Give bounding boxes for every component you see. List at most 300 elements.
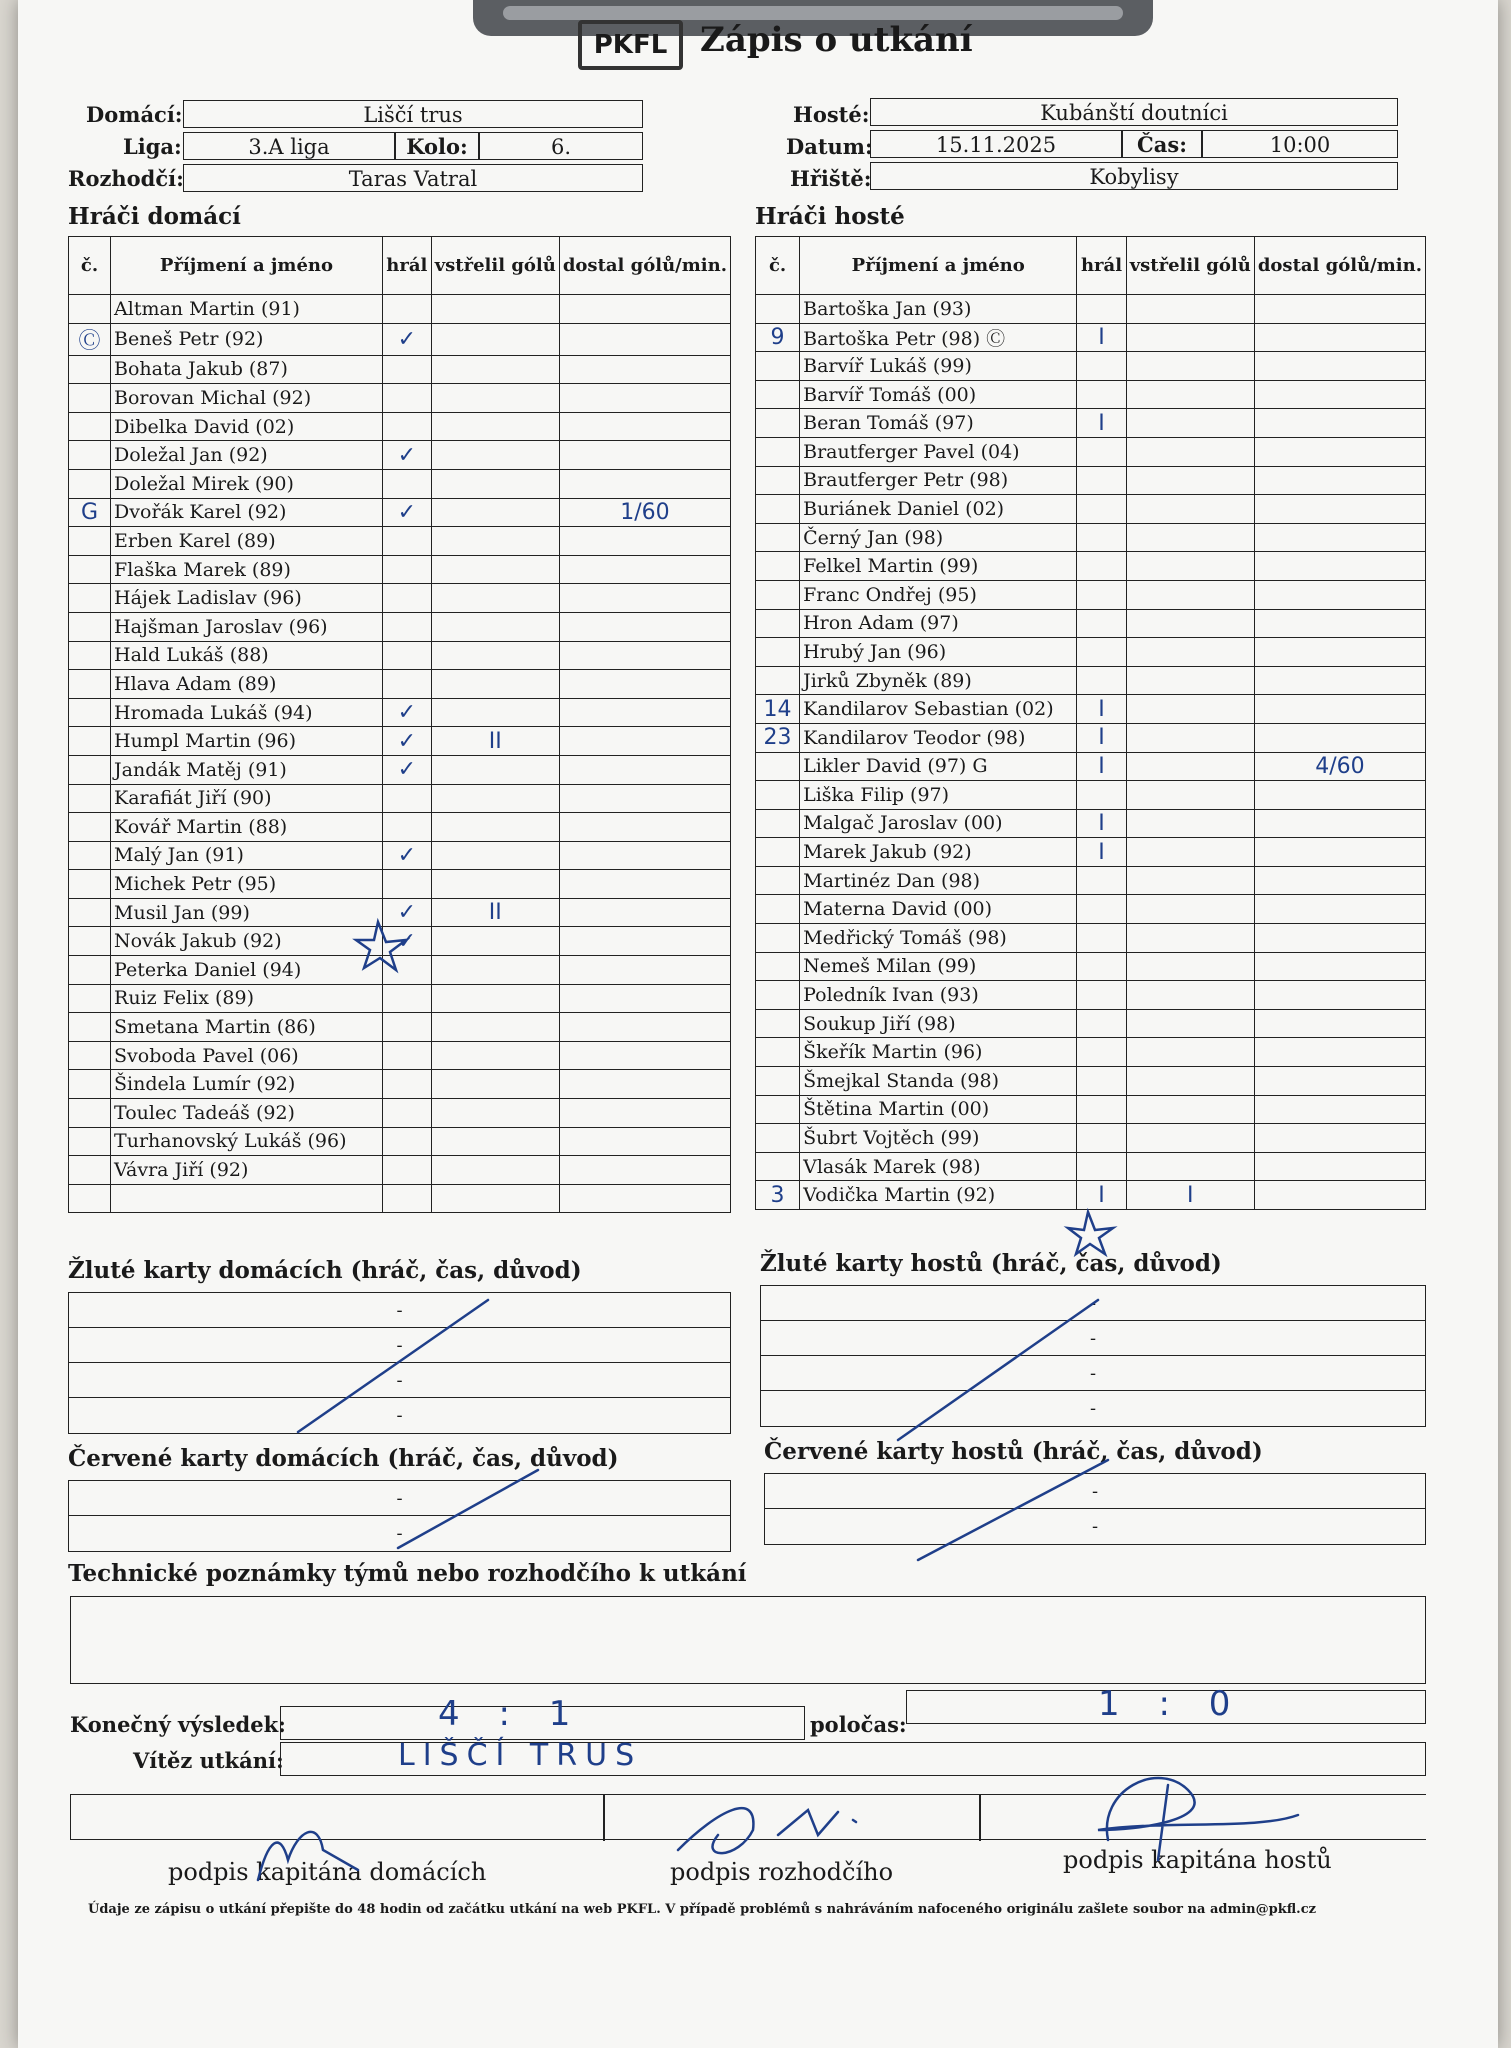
player-name[interactable]: Doležal Mirek (90): [111, 469, 383, 498]
played-mark[interactable]: [382, 1041, 431, 1070]
goals-scored[interactable]: [1126, 1124, 1254, 1153]
goals-scored[interactable]: [1126, 981, 1254, 1010]
player-number[interactable]: [69, 898, 111, 927]
goals-scored[interactable]: [1126, 495, 1254, 524]
played-mark[interactable]: [1077, 1009, 1126, 1038]
goals-conceded[interactable]: [1254, 466, 1425, 495]
played-mark[interactable]: [1077, 495, 1126, 524]
player-name[interactable]: Hlava Adam (89): [111, 670, 383, 699]
goals-scored[interactable]: [1126, 295, 1254, 324]
player-number[interactable]: [756, 924, 800, 953]
goals-conceded[interactable]: [559, 295, 730, 324]
red-home-box[interactable]: [68, 1480, 731, 1552]
played-mark[interactable]: [1077, 981, 1126, 1010]
player-number[interactable]: 9: [756, 323, 800, 352]
played-mark[interactable]: [1077, 924, 1126, 953]
player-name[interactable]: Škeřík Martin (96): [800, 1038, 1077, 1067]
goals-conceded[interactable]: [559, 584, 730, 613]
goals-conceded[interactable]: [1254, 323, 1425, 352]
player-name[interactable]: Nemeš Milan (99): [800, 952, 1077, 981]
referee-field[interactable]: Taras Vatral: [183, 164, 643, 192]
player-number[interactable]: [756, 495, 800, 524]
yellow-guest-box[interactable]: [760, 1285, 1426, 1427]
goals-scored[interactable]: [1126, 666, 1254, 695]
goals-conceded[interactable]: [559, 784, 730, 813]
goals-conceded[interactable]: [1254, 809, 1425, 838]
player-name[interactable]: Michek Petr (95): [111, 870, 383, 899]
goals-scored[interactable]: [1126, 1038, 1254, 1067]
goals-scored[interactable]: [1126, 1009, 1254, 1038]
player-number[interactable]: [756, 638, 800, 667]
played-mark[interactable]: [382, 295, 431, 324]
player-name[interactable]: Štětina Martin (00): [800, 1095, 1077, 1124]
player-name[interactable]: Hájek Ladislav (96): [111, 584, 383, 613]
player-number[interactable]: [69, 355, 111, 384]
goals-scored[interactable]: [1126, 552, 1254, 581]
goals-conceded[interactable]: [559, 1127, 730, 1156]
goals-scored[interactable]: [431, 1127, 559, 1156]
goals-conceded[interactable]: [559, 670, 730, 699]
player-number[interactable]: [69, 612, 111, 641]
player-number[interactable]: [69, 841, 111, 870]
player-number[interactable]: [69, 555, 111, 584]
goals-scored[interactable]: [1126, 752, 1254, 781]
goals-conceded[interactable]: [1254, 352, 1425, 381]
player-number[interactable]: [756, 1038, 800, 1067]
goals-conceded[interactable]: [559, 1184, 730, 1213]
played-mark[interactable]: [1077, 352, 1126, 381]
league-field[interactable]: 3.A liga: [183, 132, 395, 160]
played-mark[interactable]: [382, 670, 431, 699]
goals-scored[interactable]: [431, 612, 559, 641]
player-name[interactable]: Bartoška Petr (98) Ⓒ: [800, 323, 1077, 352]
goals-conceded[interactable]: [559, 1070, 730, 1099]
goals-conceded[interactable]: [1254, 781, 1425, 810]
player-name[interactable]: Jirků Zbyněk (89): [800, 666, 1077, 695]
goals-scored[interactable]: [431, 670, 559, 699]
player-name[interactable]: Smetana Martin (86): [111, 1013, 383, 1042]
played-mark[interactable]: [382, 1156, 431, 1185]
goals-conceded[interactable]: [1254, 723, 1425, 752]
player-number[interactable]: [756, 1067, 800, 1096]
player-name[interactable]: Jandák Matěj (91): [111, 755, 383, 784]
goals-conceded[interactable]: [559, 984, 730, 1013]
played-mark[interactable]: ✓: [382, 841, 431, 870]
goals-scored[interactable]: [1126, 781, 1254, 810]
goals-conceded[interactable]: [1254, 495, 1425, 524]
goals-scored[interactable]: [431, 1156, 559, 1185]
player-number[interactable]: [756, 1009, 800, 1038]
player-name[interactable]: Barvíř Tomáš (00): [800, 380, 1077, 409]
player-number[interactable]: [69, 870, 111, 899]
player-name[interactable]: Hromada Lukáš (94): [111, 698, 383, 727]
played-mark[interactable]: [382, 1013, 431, 1042]
player-name[interactable]: Liška Filip (97): [800, 781, 1077, 810]
player-name[interactable]: Vodička Martin (92): [800, 1181, 1077, 1210]
player-number[interactable]: [69, 295, 111, 324]
played-mark[interactable]: [1077, 1038, 1126, 1067]
player-name[interactable]: Hajšman Jaroslav (96): [111, 612, 383, 641]
played-mark[interactable]: [1077, 552, 1126, 581]
goals-scored[interactable]: [431, 784, 559, 813]
player-number[interactable]: [756, 752, 800, 781]
played-mark[interactable]: [382, 384, 431, 413]
goals-scored[interactable]: [1126, 723, 1254, 752]
goals-conceded[interactable]: [559, 813, 730, 842]
round-field[interactable]: 6.: [479, 132, 643, 160]
goals-scored[interactable]: [431, 355, 559, 384]
player-number[interactable]: [69, 813, 111, 842]
goals-conceded[interactable]: [559, 1099, 730, 1128]
played-mark[interactable]: [382, 584, 431, 613]
player-name[interactable]: Šindela Lumír (92): [111, 1070, 383, 1099]
player-name[interactable]: Beneš Petr (92): [111, 323, 383, 355]
goals-scored[interactable]: II: [431, 898, 559, 927]
player-number[interactable]: [69, 784, 111, 813]
goals-scored[interactable]: [1126, 380, 1254, 409]
goals-scored[interactable]: [1126, 352, 1254, 381]
goals-conceded[interactable]: [1254, 552, 1425, 581]
goals-scored[interactable]: [431, 1041, 559, 1070]
goals-scored[interactable]: [431, 641, 559, 670]
player-name[interactable]: Franc Ondřej (95): [800, 580, 1077, 609]
player-name[interactable]: Borovan Michal (92): [111, 384, 383, 413]
played-mark[interactable]: I: [1077, 723, 1126, 752]
player-number[interactable]: [69, 1127, 111, 1156]
player-number[interactable]: [69, 1099, 111, 1128]
played-mark[interactable]: [382, 1099, 431, 1128]
played-mark[interactable]: [382, 412, 431, 441]
goals-conceded[interactable]: [559, 555, 730, 584]
player-name[interactable]: Martinéz Dan (98): [800, 866, 1077, 895]
goals-scored[interactable]: [431, 323, 559, 355]
goals-scored[interactable]: [431, 1184, 559, 1213]
played-mark[interactable]: [1077, 781, 1126, 810]
goals-conceded[interactable]: [559, 956, 730, 985]
goals-scored[interactable]: [1126, 838, 1254, 867]
goals-scored[interactable]: [1126, 895, 1254, 924]
player-number[interactable]: 23: [756, 723, 800, 752]
player-number[interactable]: [69, 1041, 111, 1070]
played-mark[interactable]: [382, 1070, 431, 1099]
played-mark[interactable]: [1077, 523, 1126, 552]
player-number[interactable]: [756, 838, 800, 867]
played-mark[interactable]: [382, 527, 431, 556]
played-mark[interactable]: I: [1077, 1181, 1126, 1210]
player-name[interactable]: Hrubý Jan (96): [800, 638, 1077, 667]
player-name[interactable]: Kandilarov Sebastian (02): [800, 695, 1077, 724]
player-name[interactable]: Novák Jakub (92): [111, 927, 383, 956]
player-name[interactable]: Barvíř Lukáš (99): [800, 352, 1077, 381]
player-name[interactable]: Dvořák Karel (92): [111, 498, 383, 527]
goals-conceded[interactable]: [1254, 380, 1425, 409]
pitch-field[interactable]: Kobylisy: [870, 162, 1398, 190]
goals-scored[interactable]: [1126, 952, 1254, 981]
goals-conceded[interactable]: [1254, 1124, 1425, 1153]
date-field[interactable]: 15.11.2025: [870, 130, 1122, 158]
played-mark[interactable]: [1077, 952, 1126, 981]
player-name[interactable]: Brautferger Pavel (04): [800, 437, 1077, 466]
yellow-home-box[interactable]: [68, 1292, 731, 1434]
player-number[interactable]: [756, 952, 800, 981]
played-mark[interactable]: ✓: [382, 727, 431, 756]
player-number[interactable]: [69, 1156, 111, 1185]
goals-scored[interactable]: [431, 1070, 559, 1099]
player-name[interactable]: Karafiát Jiří (90): [111, 784, 383, 813]
played-mark[interactable]: [1077, 638, 1126, 667]
player-name[interactable]: Medřický Tomáš (98): [800, 924, 1077, 953]
player-number[interactable]: [756, 781, 800, 810]
goals-conceded[interactable]: [559, 1013, 730, 1042]
goals-scored[interactable]: [1126, 866, 1254, 895]
goals-conceded[interactable]: [559, 898, 730, 927]
goals-scored[interactable]: [431, 527, 559, 556]
goals-scored[interactable]: [431, 412, 559, 441]
player-name[interactable]: Malý Jan (91): [111, 841, 383, 870]
goals-conceded[interactable]: [559, 1041, 730, 1070]
played-mark[interactable]: I: [1077, 323, 1126, 352]
goals-scored[interactable]: [1126, 580, 1254, 609]
signature-box[interactable]: [70, 1794, 1426, 1840]
goals-conceded[interactable]: [1254, 1095, 1425, 1124]
player-name[interactable]: Doležal Jan (92): [111, 441, 383, 470]
goals-conceded[interactable]: [559, 412, 730, 441]
player-name[interactable]: Bohata Jakub (87): [111, 355, 383, 384]
player-number[interactable]: [69, 727, 111, 756]
played-mark[interactable]: [1077, 466, 1126, 495]
played-mark[interactable]: [382, 612, 431, 641]
home-team-field[interactable]: Liščí trus: [183, 100, 643, 128]
played-mark[interactable]: I: [1077, 695, 1126, 724]
player-name[interactable]: Malgač Jaroslav (00): [800, 809, 1077, 838]
player-number[interactable]: 14: [756, 695, 800, 724]
goals-conceded[interactable]: [1254, 1181, 1425, 1210]
goals-scored[interactable]: [1126, 638, 1254, 667]
goals-conceded[interactable]: [1254, 638, 1425, 667]
goals-scored[interactable]: I: [1126, 1181, 1254, 1210]
played-mark[interactable]: ✓: [382, 323, 431, 355]
player-number[interactable]: [756, 552, 800, 581]
goals-conceded[interactable]: [1254, 409, 1425, 438]
goals-conceded[interactable]: [1254, 580, 1425, 609]
player-name[interactable]: Toulec Tadeáš (92): [111, 1099, 383, 1128]
player-number[interactable]: [69, 584, 111, 613]
played-mark[interactable]: I: [1077, 752, 1126, 781]
goals-conceded[interactable]: [559, 698, 730, 727]
goals-conceded[interactable]: [559, 841, 730, 870]
goals-scored[interactable]: [1126, 323, 1254, 352]
played-mark[interactable]: [1077, 437, 1126, 466]
played-mark[interactable]: [1077, 609, 1126, 638]
goals-scored[interactable]: [431, 698, 559, 727]
played-mark[interactable]: [1077, 1124, 1126, 1153]
goals-conceded[interactable]: [559, 527, 730, 556]
player-number[interactable]: [756, 866, 800, 895]
goals-scored[interactable]: [431, 469, 559, 498]
player-name[interactable]: Dibelka David (02): [111, 412, 383, 441]
player-name[interactable]: Beran Tomáš (97): [800, 409, 1077, 438]
player-name[interactable]: Bartoška Jan (93): [800, 295, 1077, 324]
player-name[interactable]: Svoboda Pavel (06): [111, 1041, 383, 1070]
player-name[interactable]: Poledník Ivan (93): [800, 981, 1077, 1010]
goals-scored[interactable]: [1126, 695, 1254, 724]
played-mark[interactable]: [382, 641, 431, 670]
goals-conceded[interactable]: [559, 384, 730, 413]
player-number[interactable]: [69, 1070, 111, 1099]
goals-conceded[interactable]: [1254, 695, 1425, 724]
goals-scored[interactable]: [431, 755, 559, 784]
played-mark[interactable]: [382, 956, 431, 985]
player-name[interactable]: Hron Adam (97): [800, 609, 1077, 638]
goals-conceded[interactable]: [559, 441, 730, 470]
played-mark[interactable]: [1077, 666, 1126, 695]
player-number[interactable]: [69, 1184, 111, 1213]
played-mark[interactable]: [1077, 580, 1126, 609]
played-mark[interactable]: I: [1077, 409, 1126, 438]
played-mark[interactable]: [382, 555, 431, 584]
player-name[interactable]: [111, 1184, 383, 1213]
player-number[interactable]: [69, 984, 111, 1013]
player-name[interactable]: Likler David (97) G: [800, 752, 1077, 781]
player-number[interactable]: [69, 469, 111, 498]
player-number[interactable]: [756, 409, 800, 438]
played-mark[interactable]: [1077, 1067, 1126, 1096]
goals-conceded[interactable]: 4/60: [1254, 752, 1425, 781]
player-number[interactable]: [756, 523, 800, 552]
player-number[interactable]: [756, 1124, 800, 1153]
goals-conceded[interactable]: [1254, 437, 1425, 466]
played-mark[interactable]: [382, 469, 431, 498]
player-number[interactable]: [69, 755, 111, 784]
goals-scored[interactable]: [431, 841, 559, 870]
goals-conceded[interactable]: [1254, 1152, 1425, 1181]
goals-conceded[interactable]: [559, 870, 730, 899]
goals-scored[interactable]: [431, 1013, 559, 1042]
goals-conceded[interactable]: [559, 1156, 730, 1185]
goals-conceded[interactable]: [1254, 609, 1425, 638]
player-number[interactable]: [69, 1013, 111, 1042]
goals-scored[interactable]: [431, 498, 559, 527]
player-name[interactable]: Flaška Marek (89): [111, 555, 383, 584]
goals-conceded[interactable]: [1254, 895, 1425, 924]
player-number[interactable]: [756, 437, 800, 466]
goals-scored[interactable]: [431, 813, 559, 842]
player-number[interactable]: [69, 927, 111, 956]
goals-scored[interactable]: [1126, 1152, 1254, 1181]
player-number[interactable]: [756, 466, 800, 495]
played-mark[interactable]: [382, 984, 431, 1013]
player-number[interactable]: [756, 609, 800, 638]
goals-scored[interactable]: [1126, 437, 1254, 466]
player-number[interactable]: [69, 527, 111, 556]
played-mark[interactable]: ✓: [382, 498, 431, 527]
goals-scored[interactable]: [431, 870, 559, 899]
played-mark[interactable]: [382, 355, 431, 384]
player-number[interactable]: [69, 670, 111, 699]
player-name[interactable]: Kovář Martin (88): [111, 813, 383, 842]
player-number[interactable]: [756, 981, 800, 1010]
player-name[interactable]: Peterka Daniel (94): [111, 956, 383, 985]
goals-conceded[interactable]: [559, 355, 730, 384]
player-number[interactable]: [756, 895, 800, 924]
goals-conceded[interactable]: [559, 755, 730, 784]
guest-team-field[interactable]: Kubánští doutníci: [870, 98, 1398, 126]
goals-scored[interactable]: [431, 956, 559, 985]
player-name[interactable]: Soukup Jiří (98): [800, 1009, 1077, 1038]
goals-conceded[interactable]: [559, 323, 730, 355]
goals-scored[interactable]: [431, 441, 559, 470]
player-number[interactable]: [69, 956, 111, 985]
player-number[interactable]: [756, 380, 800, 409]
played-mark[interactable]: I: [1077, 838, 1126, 867]
player-number[interactable]: [69, 698, 111, 727]
player-number[interactable]: 3: [756, 1181, 800, 1210]
player-number[interactable]: [69, 441, 111, 470]
goals-scored[interactable]: [1126, 809, 1254, 838]
player-number[interactable]: [756, 809, 800, 838]
played-mark[interactable]: [1077, 866, 1126, 895]
played-mark[interactable]: [1077, 1095, 1126, 1124]
goals-conceded[interactable]: [1254, 866, 1425, 895]
goals-conceded[interactable]: [559, 641, 730, 670]
goals-conceded[interactable]: [1254, 981, 1425, 1010]
goals-scored[interactable]: [1126, 523, 1254, 552]
played-mark[interactable]: [382, 870, 431, 899]
player-name[interactable]: Šubrt Vojtěch (99): [800, 1124, 1077, 1153]
red-guest-box[interactable]: [764, 1473, 1426, 1545]
goals-conceded[interactable]: [1254, 952, 1425, 981]
played-mark[interactable]: [382, 813, 431, 842]
goals-scored[interactable]: [431, 927, 559, 956]
goals-scored[interactable]: II: [431, 727, 559, 756]
player-number[interactable]: [756, 295, 800, 324]
played-mark[interactable]: [1077, 295, 1126, 324]
goals-conceded[interactable]: 1/60: [559, 498, 730, 527]
player-name[interactable]: Musil Jan (99): [111, 898, 383, 927]
player-name[interactable]: Brautferger Petr (98): [800, 466, 1077, 495]
goals-conceded[interactable]: [1254, 523, 1425, 552]
player-name[interactable]: Altman Martin (91): [111, 295, 383, 324]
goals-conceded[interactable]: [559, 469, 730, 498]
goals-scored[interactable]: [431, 984, 559, 1013]
player-name[interactable]: Ruiz Felix (89): [111, 984, 383, 1013]
player-name[interactable]: Černý Jan (98): [800, 523, 1077, 552]
goals-scored[interactable]: [1126, 466, 1254, 495]
goals-scored[interactable]: [431, 584, 559, 613]
goals-scored[interactable]: [1126, 1067, 1254, 1096]
player-name[interactable]: Felkel Martin (99): [800, 552, 1077, 581]
player-number[interactable]: [756, 1095, 800, 1124]
played-mark[interactable]: ✓: [382, 755, 431, 784]
goals-conceded[interactable]: [1254, 1038, 1425, 1067]
goals-conceded[interactable]: [1254, 924, 1425, 953]
player-name[interactable]: Hald Lukáš (88): [111, 641, 383, 670]
goals-conceded[interactable]: [1254, 295, 1425, 324]
played-mark[interactable]: [1077, 380, 1126, 409]
player-number[interactable]: Ⓒ: [69, 323, 111, 355]
player-name[interactable]: Erben Karel (89): [111, 527, 383, 556]
goals-scored[interactable]: [1126, 609, 1254, 638]
player-number[interactable]: [69, 384, 111, 413]
player-name[interactable]: Buriánek Daniel (02): [800, 495, 1077, 524]
player-name[interactable]: Materna David (00): [800, 895, 1077, 924]
player-name[interactable]: Marek Jakub (92): [800, 838, 1077, 867]
goals-scored[interactable]: [1126, 924, 1254, 953]
player-number[interactable]: [756, 666, 800, 695]
goals-scored[interactable]: [431, 295, 559, 324]
played-mark[interactable]: [382, 1127, 431, 1156]
player-name[interactable]: Kandilarov Teodor (98): [800, 723, 1077, 752]
